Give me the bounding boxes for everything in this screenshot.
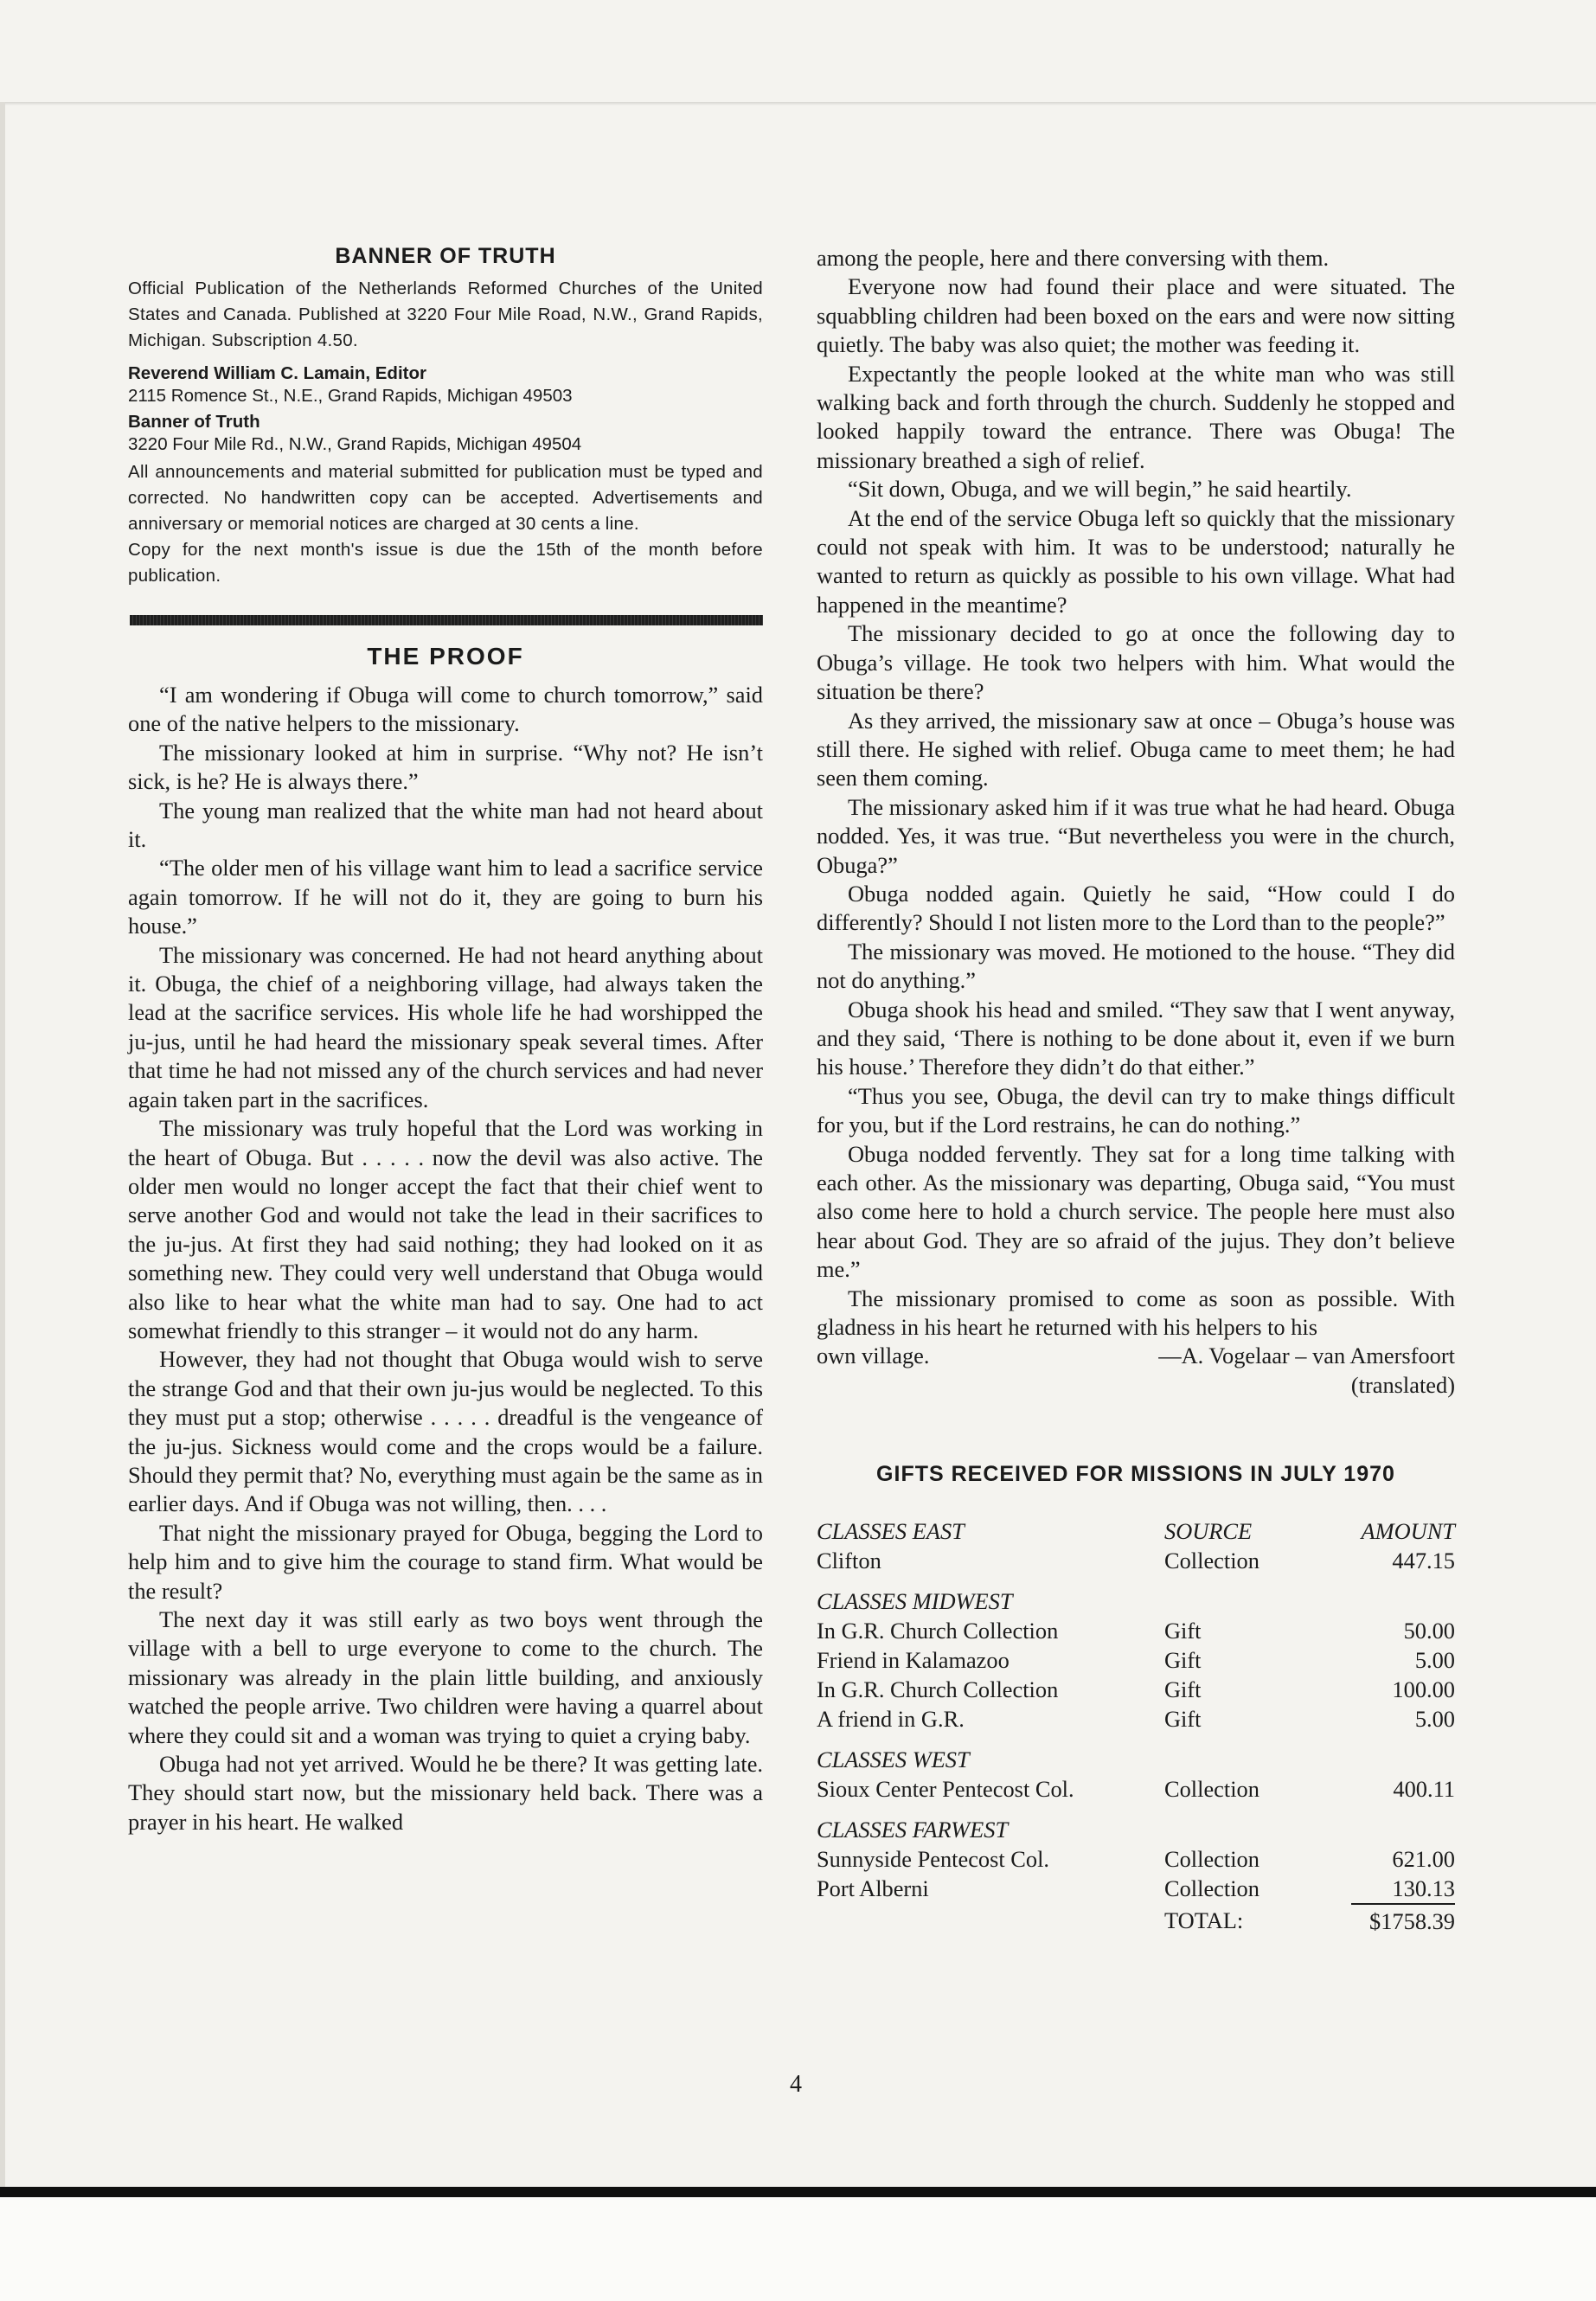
gifts-source-header: SOURCE: [1164, 1518, 1253, 1545]
gift-amount: 400.11: [1393, 1776, 1455, 1803]
article-paragraph: The missionary was concerned. He had not heard anything about it. Obuga, the chief of a neighboring village, had always taken the lead at the sacrifice services. His whole life he had worshipped the ju-jus, until he had heard the missionary speak several times. After that time he had not missed any of the church services and had never again taken part in the sacrifices.: [128, 941, 763, 1112]
gift-source: Gift: [1164, 1618, 1202, 1644]
article-paragraph: Expectantly the people looked at the white man who was still walking back and forth through the church. Suddenly he stopped and looked happily toward the entrance. There was Obuga! The missionary breathed a sigh of relief.: [817, 360, 1455, 473]
gifts-total-spacer: [817, 1904, 1164, 1936]
article-paragraph: Obuga nodded again. Quietly he said, “How could I do differently? Should I not listen more to the Lord than to the people?”: [817, 880, 1455, 936]
submission-notice: All announcements and material submitted for publication must be typed and corrected. No handwritten copy can be accepted. Advertisements and anniversary or memorial notices are charged at 30 cents a line.: [128, 462, 763, 534]
gift-amount: 100.00: [1392, 1676, 1455, 1703]
masthead-spacer: [128, 354, 763, 362]
gifts-section-heading-row: [817, 1575, 1455, 1616]
office-address: 3220 Four Mile Rd., N.W., Grand Rapids, Michigan 49504: [128, 434, 582, 454]
translated-note: (translated): [1350, 1371, 1455, 1398]
gift-source: Gift: [1164, 1706, 1202, 1733]
article-paragraph: “Thus you see, Obuga, the devil can try to make things difficult for you, but if the Lord restrains, he can do nothing.”: [817, 1082, 1455, 1138]
editor-address: 2115 Romence St., N.E., Grand Rapids, Michigan 49503: [128, 386, 573, 406]
gift-name: Sioux Center Pentecost Col.: [817, 1776, 1074, 1803]
article-paragraph: The missionary looked at him in surprise. “Why not? He isn’t sick, is he? He is always there.”: [128, 739, 763, 795]
copy-deadline: Copy for the next month's issue is due the 15th of the month before publication.: [128, 540, 763, 586]
table-row: [817, 1616, 1455, 1645]
masthead: [128, 244, 763, 589]
article-paragraph: “I am wondering if Obuga will come to church tomorrow,” said one of the native helpers to the missionary.: [128, 682, 763, 737]
article-body-left: [128, 681, 763, 1836]
gifts-section-heading-row: [817, 1734, 1455, 1774]
article-paragraph: The missionary asked him if it was true what he had heard. Obuga nodded. Yes, it was true. “But nevertheless you were in the church, Obuga?”: [817, 793, 1455, 878]
article-paragraph: At the end of the service Obuga left so quickly that the missionary could not speak with him. It was to be understood; naturally he wanted to return as quickly as possible to his own village. What had happened in the meantime?: [817, 504, 1455, 618]
article-title: THE PROOF: [367, 643, 524, 670]
article-paragraph: “Sit down, Obuga, and we will begin,” he said heartily.: [848, 476, 1352, 503]
article-paragraph: Everyone now had found their place and were situated. The squabbling children had been boxed on the ears and were now sitting quietly. The baby was also quiet; the mother was feeding it.: [817, 273, 1455, 358]
gift-amount: 50.00: [1403, 1618, 1455, 1644]
gifts-header-row: [817, 1516, 1455, 1546]
gift-source: Collection: [1164, 1875, 1259, 1902]
gift-amount: 621.00: [1392, 1846, 1455, 1873]
gifts-total-row: [817, 1904, 1455, 1936]
gift-name: A friend in G.R.: [817, 1706, 965, 1733]
table-row: [817, 1645, 1455, 1675]
gift-source: Collection: [1164, 1548, 1259, 1574]
gifts-title: GIFTS RECEIVED FOR MISSIONS IN JULY 1970: [876, 1462, 1395, 1487]
gifts-total-label: TOTAL:: [1164, 1907, 1244, 1934]
editor-name: Reverend William C. Lamain, Editor: [128, 363, 426, 383]
masthead-title: BANNER OF TRUTH: [335, 244, 556, 268]
article-closing-line: own village.: [817, 1343, 930, 1369]
article-continuation: among the people, here and there conversing with them.: [817, 245, 1330, 271]
page-number: 4: [790, 2071, 802, 2098]
article-paragraph: The young man realized that the white man had not heard about it.: [128, 797, 763, 853]
gift-source: Gift: [1164, 1647, 1202, 1674]
gift-source: Gift: [1164, 1676, 1202, 1703]
article-paragraph: The missionary was truly hopeful that the Lord was working in the heart of Obuga. But . . . . . now the devil was also active. The older men would no longer accept the fact that their chief went to serve another God and would not take the lead in their sacrifices to the ju-jus. At first they had said nothing; they had looked on it as something new. They could very well understand that Obuga would also like to hear what the white man had to say. One had to act somewhat friendly to this stranger – it would not do any harm.: [128, 1115, 763, 1343]
gift-name: In G.R. Church Collection: [817, 1676, 1059, 1703]
article-signature-row: [817, 1342, 1455, 1370]
table-row: [817, 1774, 1455, 1804]
gift-source: Collection: [1164, 1846, 1259, 1873]
table-row: [817, 1874, 1455, 1904]
gifts-group-heading: CLASSES FARWEST: [817, 1817, 1009, 1843]
article-paragraph: “The older men of his village want him to lead a sacrifice service again tomorrow. If he will not do it, they are going to burn his house.”: [128, 855, 763, 939]
gift-amount: 447.15: [1392, 1548, 1455, 1574]
gifts-total-amount: $1758.39: [1369, 1908, 1455, 1935]
gifts-group-heading: CLASSES EAST: [817, 1518, 965, 1545]
gifts-group-heading: CLASSES MIDWEST: [817, 1588, 1013, 1615]
gift-name: Sunnyside Pentecost Col.: [817, 1846, 1050, 1873]
gift-name: In G.R. Church Collection: [817, 1618, 1059, 1644]
table-row: [817, 1675, 1455, 1704]
article-paragraph: The missionary decided to go at once the following day to Obuga’s village. He took two helpers with him. What would the situation be there?: [817, 620, 1455, 705]
gifts-amount-header: AMOUNT: [1361, 1518, 1455, 1545]
article-paragraph: The next day it was still early as two boys went through the village with a bell to urge everyone to come to the church. The missionary was already in the plain little building, and anxiously watched the people arrive. Two children were having a quarrel about where they could sit and a woman was trying to quiet a crying baby.: [128, 1606, 763, 1748]
article-body-right: [817, 244, 1455, 1400]
scan-edge-top: [0, 102, 1596, 106]
article-paragraph: As they arrived, the missionary saw at once – Obuga’s house was still there. He sighed with relief. Obuga came to meet them; he had seen them coming.: [817, 707, 1455, 792]
article-paragraph: The missionary was moved. He motioned to the house. “They did not do anything.”: [817, 938, 1455, 994]
article-paragraph: Obuga nodded fervently. They sat for a long time talking with each other. As the missionary was departing, Obuga said, “You must also come here to hold a church service. The people here must also hear about God. They are so afraid of the jujus. They don’t believe me.”: [817, 1140, 1455, 1283]
article-paragraph: Obuga had not yet arrived. Would he be there? It was getting late. They should start now, but the missionary held back. There was a prayer in his heart. He walked: [128, 1751, 763, 1835]
article-paragraph: The missionary promised to come as soon as possible. With gladness in his heart he returned with his helpers to his: [817, 1285, 1455, 1341]
scan-edge-bottom: [0, 2187, 1596, 2197]
gifts-section-heading-row: [817, 1804, 1455, 1844]
scan-edge-left: [0, 102, 5, 2195]
article-paragraph: However, they had not thought that Obuga would wish to serve the strange God and that their own ju-jus would be neglected. To this they must put a stop; otherwise . . . . . dreadful is the vengeance of the ju-jus. Sickness would come and the crops would be a failure. Should they permit that? No, everything must again be the same as in earlier days. And if Obuga was not willing, then. . . .: [128, 1346, 763, 1517]
gift-name: Port Alberni: [817, 1875, 929, 1902]
masthead-description: Official Publication of the Netherlands Reformed Churches of the United States and Canada. Published at 3220 Four Mile Road, N.W., Grand Rapids, Michigan. Subscription 4.50.: [128, 279, 763, 350]
gifts-group-heading: CLASSES WEST: [817, 1747, 970, 1773]
gift-source: Collection: [1164, 1776, 1259, 1803]
scan-margin-bottom: [0, 2197, 1596, 2301]
table-row: [817, 1546, 1455, 1575]
gift-amount: 5.00: [1414, 1647, 1455, 1674]
gift-amount: 5.00: [1414, 1706, 1455, 1733]
article-author: —A. Vogelaar – van Amersfoort: [1158, 1343, 1455, 1369]
table-row: [817, 1844, 1455, 1874]
gift-name: Friend in Kalamazoo: [817, 1647, 1010, 1674]
gifts-table: [817, 1516, 1455, 1936]
gift-name: Clifton: [817, 1548, 881, 1574]
section-divider: [130, 615, 763, 625]
article-paragraph: Obuga shook his head and smiled. “They saw that I went anyway, and they said, ‘There is nothing to be done about it, even if we burn his house.’ Therefore they didn’t do that either.”: [817, 996, 1455, 1080]
left-column: [128, 244, 763, 1836]
table-row: [817, 1704, 1455, 1734]
gift-amount: 130.13: [1351, 1874, 1455, 1904]
office-name: Banner of Truth: [128, 412, 260, 432]
right-column: [817, 244, 1455, 1936]
article-paragraph: That night the missionary prayed for Obuga, begging the Lord to help him and to give him the courage to stand firm. What would be the result?: [128, 1519, 763, 1604]
